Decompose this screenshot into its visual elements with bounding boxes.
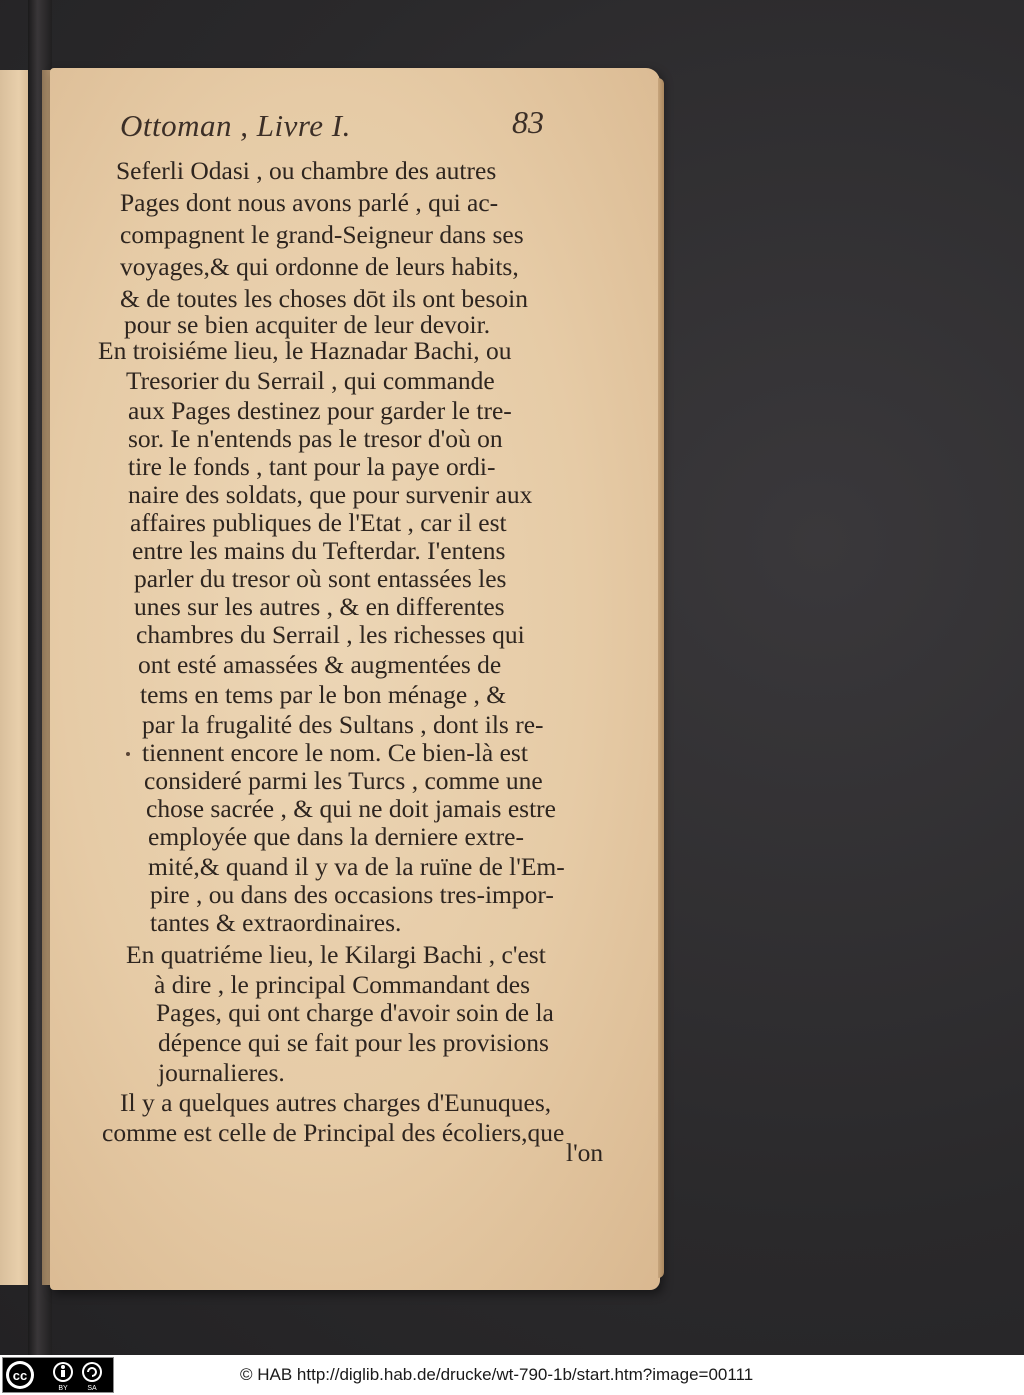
text-line: chambres du Serrail , les richesses qui <box>136 620 525 649</box>
text-line: compagnent le grand-Seigneur dans ses <box>120 220 524 249</box>
text-line: Tresorier du Serrail , qui commande <box>126 366 495 395</box>
svg-text:cc: cc <box>12 1368 28 1383</box>
text-line: naire des soldats, que pour survenir aux <box>128 480 533 509</box>
text-line: voyages,& qui ordonne de leurs habits, <box>120 252 519 281</box>
running-head: Ottoman , Livre I. <box>120 108 351 143</box>
text-line: ont esté amassées & augmentées de <box>138 650 502 679</box>
margin-mark <box>126 752 130 756</box>
text-line: consideré parmi les Turcs , comme une <box>144 766 543 795</box>
license-label-by: BY <box>58 1385 68 1392</box>
text-line: tantes & extraordinaires. <box>150 908 402 937</box>
page-number: 83 <box>512 104 544 140</box>
text-line: employée que dans la derniere extre- <box>148 822 524 851</box>
text-line: par la frugalité des Sultans , dont ils re- <box>142 710 544 739</box>
text-line: tems en tems par le bon ménage , & <box>140 680 507 709</box>
text-line: Pages, qui ont charge d'avoir soin de la <box>156 998 554 1027</box>
text-line: parler du tresor où sont entassées les <box>134 564 507 593</box>
text-line: aux Pages destinez pour garder le tre- <box>128 396 512 425</box>
text-line: sor. Ie n'entends pas le tresor d'où on <box>128 424 503 453</box>
text-line: comme est celle de Principal des écoliers,que <box>102 1118 565 1147</box>
text-line: entre les mains du Tefterdar. I'entens <box>132 536 506 565</box>
text-line: unes sur les autres , & en differentes <box>134 592 505 621</box>
text-line: pire , ou dans des occasions tres-impor- <box>150 880 554 909</box>
cc-by-sa-icon[interactable] <box>2 1357 114 1393</box>
text-line: Seferli Odasi , ou chambre des autres <box>116 156 497 185</box>
text-line: pour se bien acquiter de leur devoir. <box>124 310 491 339</box>
text-line: à dire , le principal Commandant des <box>154 970 531 999</box>
text-line: chose sacrée , & qui ne doit jamais estre <box>146 794 556 823</box>
catchword: l'on <box>566 1138 604 1167</box>
text-line: tiennent encore le nom. Ce bien-là est <box>142 738 528 767</box>
text-line: Il y a quelques autres charges d'Eunuques, <box>120 1088 552 1117</box>
footer-bar <box>0 1355 1024 1395</box>
text-line: Pages dont nous avons parlé , qui ac- <box>120 188 499 217</box>
text-line: affaires publiques de l'Etat , car il est <box>130 508 507 537</box>
text-line: journalieres. <box>158 1058 285 1087</box>
text-line: & de toutes les choses dōt ils ont besoin <box>120 284 528 313</box>
copyright-credit: © HAB http://diglib.hab.de/drucke/wt-790-1b/start.htm?image=00111 <box>240 1365 754 1384</box>
text-line: tire le fonds , tant pour la paye ordi- <box>128 452 496 481</box>
text-line: En quatriéme lieu, le Kilargi Bachi , c'est <box>126 940 546 969</box>
page-fore-edge <box>658 78 664 1278</box>
text-line: dépence qui se fait pour les provisions <box>158 1028 549 1057</box>
text-line: mité,& quand il y va de la ruïne de l'Em- <box>148 852 565 881</box>
text-line: En troisiéme lieu, le Haznadar Bachi, ou <box>98 336 512 365</box>
license-label-sa: SA <box>87 1385 97 1392</box>
